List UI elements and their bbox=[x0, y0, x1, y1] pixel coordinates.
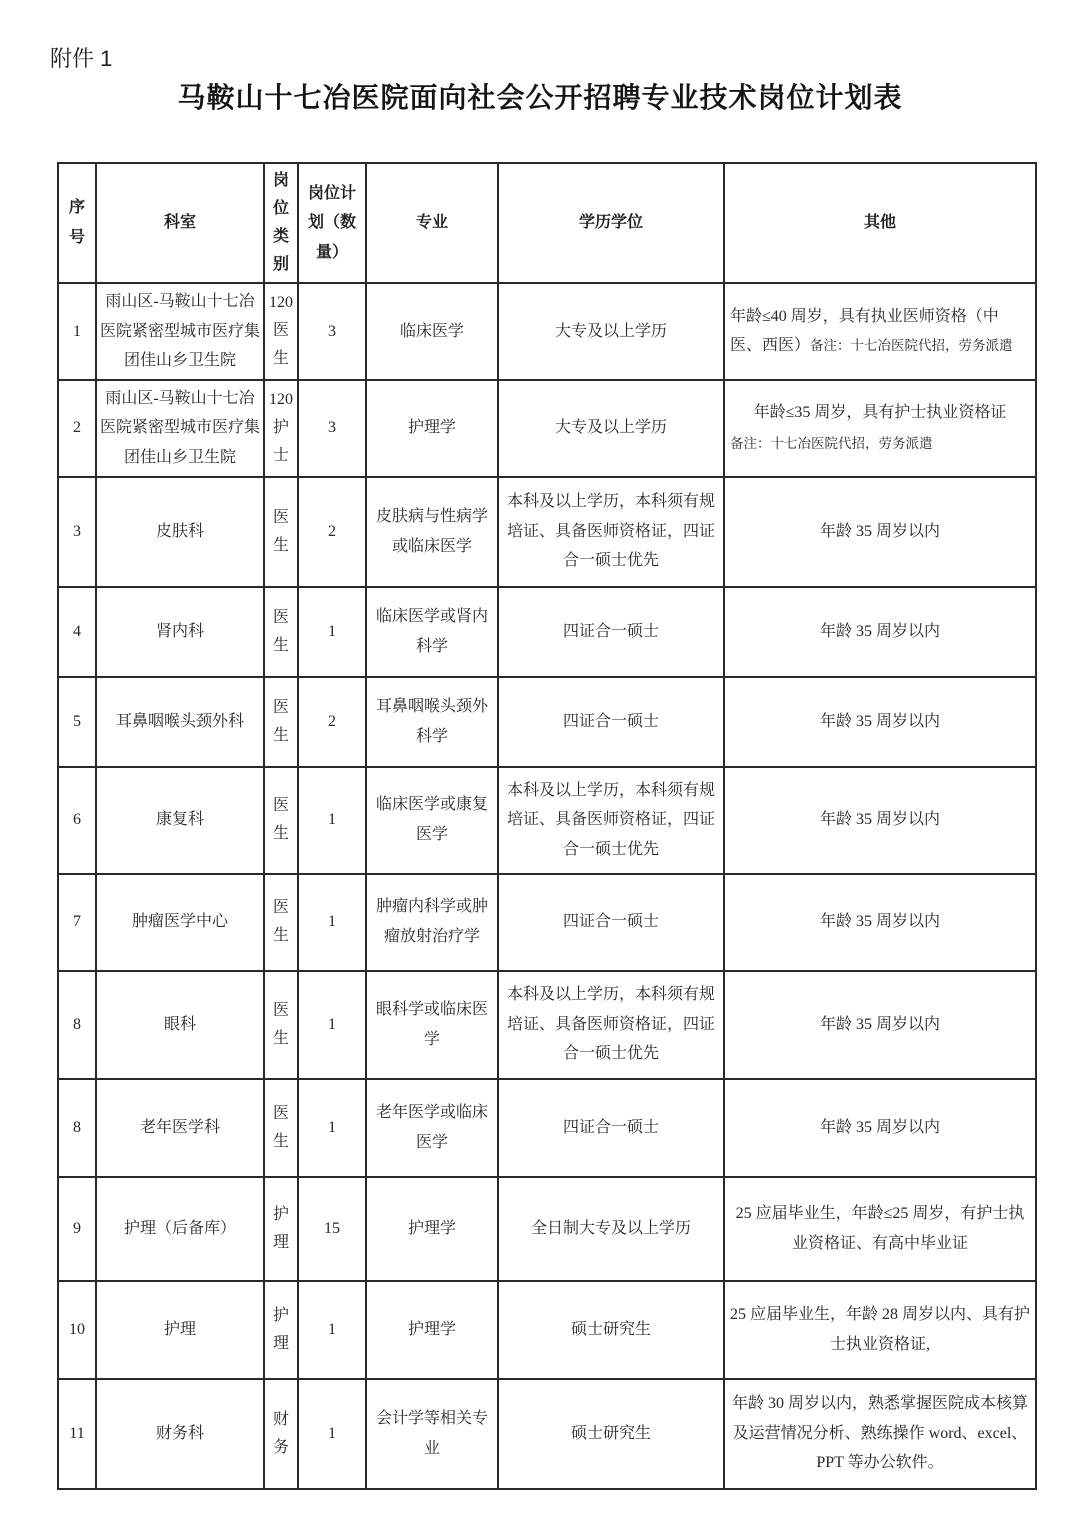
cell-count: 2 bbox=[298, 477, 366, 587]
table-row bbox=[58, 677, 1036, 767]
cell-category: 120护士 bbox=[264, 380, 298, 477]
cell-count: 1 bbox=[298, 587, 366, 677]
cell-dept: 眼科 bbox=[96, 971, 264, 1079]
cell-dept: 耳鼻咽喉头颈外科 bbox=[96, 677, 264, 767]
table-row bbox=[58, 477, 1036, 587]
cell-major: 耳鼻咽喉头颈外科学 bbox=[366, 677, 498, 767]
table-row bbox=[58, 380, 1036, 477]
cell-other bbox=[724, 971, 1036, 1079]
header-degree: 学历学位 bbox=[498, 163, 724, 283]
other-main-text: 25 应届毕业生，年龄 28 周岁以内、具有护士执业资格证, bbox=[729, 1305, 1030, 1353]
cell-other bbox=[724, 477, 1036, 587]
cell-count: 1 bbox=[298, 874, 366, 971]
cell-major: 临床医学或康复医学 bbox=[366, 767, 498, 874]
cell-seq: 10 bbox=[58, 1281, 96, 1379]
page-title: 马鞍山十七冶医院面向社会公开招聘专业技术岗位计划表 bbox=[177, 82, 903, 113]
cell-major: 会计学等相关专业 bbox=[366, 1379, 498, 1489]
table-row bbox=[58, 1281, 1036, 1379]
cell-other bbox=[724, 1177, 1036, 1281]
cell-count: 1 bbox=[298, 971, 366, 1079]
cell-seq: 3 bbox=[58, 477, 96, 587]
other-main-text: 年龄 35 周岁以内 bbox=[819, 1118, 940, 1136]
header-major: 专业 bbox=[366, 163, 498, 283]
header-row bbox=[58, 163, 1036, 283]
cell-dept: 肾内科 bbox=[96, 587, 264, 677]
cell-dept: 护理 bbox=[96, 1281, 264, 1379]
cell-category: 护理 bbox=[264, 1177, 298, 1281]
cell-major: 护理学 bbox=[366, 1177, 498, 1281]
cell-category: 医生 bbox=[264, 587, 298, 677]
cell-count: 15 bbox=[298, 1177, 366, 1281]
cell-seq: 6 bbox=[58, 767, 96, 874]
cell-category: 医生 bbox=[264, 767, 298, 874]
table-row bbox=[58, 587, 1036, 677]
cell-seq: 11 bbox=[58, 1379, 96, 1489]
cell-other bbox=[724, 587, 1036, 677]
table-row bbox=[58, 1379, 1036, 1489]
other-main-text: 年龄 35 周岁以内 bbox=[819, 712, 940, 730]
cell-degree: 本科及以上学历，本科须有规培证、具备医师资格证，四证合一硕士优先 bbox=[498, 767, 724, 874]
cell-degree: 硕士研究生 bbox=[498, 1379, 724, 1489]
cell-degree: 四证合一硕士 bbox=[498, 874, 724, 971]
cell-category: 护理 bbox=[264, 1281, 298, 1379]
cell-other bbox=[724, 677, 1036, 767]
cell-seq: 4 bbox=[58, 587, 96, 677]
cell-degree: 四证合一硕士 bbox=[498, 1079, 724, 1177]
cell-other bbox=[724, 1379, 1036, 1489]
cell-seq: 8 bbox=[58, 1079, 96, 1177]
cell-seq: 2 bbox=[58, 380, 96, 477]
table-row bbox=[58, 1177, 1036, 1281]
cell-category: 120医生 bbox=[264, 283, 298, 380]
cell-count: 3 bbox=[298, 380, 366, 477]
cell-other bbox=[724, 283, 1036, 380]
cell-count: 2 bbox=[298, 677, 366, 767]
cell-degree: 本科及以上学历，本科须有规培证、具备医师资格证，四证合一硕士优先 bbox=[498, 971, 724, 1079]
cell-seq: 1 bbox=[58, 283, 96, 380]
cell-seq: 7 bbox=[58, 874, 96, 971]
cell-other bbox=[724, 767, 1036, 874]
cell-category: 医生 bbox=[264, 971, 298, 1079]
cell-seq: 9 bbox=[58, 1177, 96, 1281]
other-note-text: 备注：十七冶医院代招，劳务派遣 bbox=[730, 435, 933, 451]
cell-dept: 雨山区-马鞍山十七冶医院紧密型城市医疗集团佳山乡卫生院 bbox=[96, 283, 264, 380]
cell-dept: 护理（后备库） bbox=[96, 1177, 264, 1281]
other-main-text: 年龄 35 周岁以内 bbox=[819, 522, 940, 540]
other-main-text: 年龄 35 周岁以内 bbox=[819, 913, 940, 931]
table-row bbox=[58, 1079, 1036, 1177]
cell-category: 医生 bbox=[264, 1079, 298, 1177]
cell-other bbox=[724, 1281, 1036, 1379]
cell-degree: 大专及以上学历 bbox=[498, 283, 724, 380]
cell-count: 1 bbox=[298, 767, 366, 874]
cell-dept: 康复科 bbox=[96, 767, 264, 874]
cell-other bbox=[724, 874, 1036, 971]
cell-major: 眼科学或临床医学 bbox=[366, 971, 498, 1079]
header-other: 其他 bbox=[724, 163, 1036, 283]
cell-count: 3 bbox=[298, 283, 366, 380]
other-main-text: 年龄 35 周岁以内 bbox=[819, 622, 940, 640]
cell-degree: 四证合一硕士 bbox=[498, 587, 724, 677]
cell-other bbox=[724, 1079, 1036, 1177]
cell-major: 临床医学或肾内科学 bbox=[366, 587, 498, 677]
recruitment-plan-table bbox=[57, 162, 1037, 1490]
cell-major: 护理学 bbox=[366, 1281, 498, 1379]
cell-category: 医生 bbox=[264, 874, 298, 971]
cell-seq: 8 bbox=[58, 971, 96, 1079]
other-main-text: 年龄 35 周岁以内 bbox=[819, 811, 940, 829]
cell-other bbox=[724, 380, 1036, 477]
cell-major: 护理学 bbox=[366, 380, 498, 477]
cell-seq: 5 bbox=[58, 677, 96, 767]
header-category: 岗位类别 bbox=[264, 163, 298, 283]
cell-dept: 雨山区-马鞍山十七冶医院紧密型城市医疗集团佳山乡卫生院 bbox=[96, 380, 264, 477]
header-seq: 序号 bbox=[58, 163, 96, 283]
cell-dept: 老年医学科 bbox=[96, 1079, 264, 1177]
table-row bbox=[58, 767, 1036, 874]
cell-degree: 本科及以上学历，本科须有规培证、具备医师资格证，四证合一硕士优先 bbox=[498, 477, 724, 587]
cell-major: 肿瘤内科学或肿瘤放射治疗学 bbox=[366, 874, 498, 971]
cell-count: 1 bbox=[298, 1079, 366, 1177]
cell-dept: 肿瘤医学中心 bbox=[96, 874, 264, 971]
table-row bbox=[58, 971, 1036, 1079]
other-note-text: 备注：十七冶医院代招，劳务派遣 bbox=[810, 338, 1013, 354]
attachment-label: 附件 1 bbox=[50, 46, 113, 71]
cell-major: 皮肤病与性病学或临床医学 bbox=[366, 477, 498, 587]
other-main-text: 年龄≤35 周岁，具有护士执业资格证 bbox=[753, 404, 1007, 422]
other-main-text: 年龄 30 周岁以内，熟悉掌握医院成本核算及运营情况分析、熟练操作 word、excel、PPT 等办公软件。 bbox=[731, 1395, 1028, 1472]
cell-category: 医生 bbox=[264, 677, 298, 767]
cell-dept: 财务科 bbox=[96, 1379, 264, 1489]
table-row bbox=[58, 283, 1036, 380]
cell-degree: 硕士研究生 bbox=[498, 1281, 724, 1379]
other-main-text: 25 应届毕业生，年龄≤25 周岁，有护士执业资格证、有高中毕业证 bbox=[735, 1204, 1025, 1252]
cell-category: 医生 bbox=[264, 477, 298, 587]
cell-major: 老年医学或临床医学 bbox=[366, 1079, 498, 1177]
other-main-text: 年龄≤40 周岁，具有执业医师资格（中医、西医） bbox=[730, 307, 999, 355]
cell-degree: 全日制大专及以上学历 bbox=[498, 1177, 724, 1281]
header-count: 岗位计划（数量） bbox=[298, 163, 366, 283]
cell-degree: 四证合一硕士 bbox=[498, 677, 724, 767]
cell-major: 临床医学 bbox=[366, 283, 498, 380]
cell-degree: 大专及以上学历 bbox=[498, 380, 724, 477]
cell-dept: 皮肤科 bbox=[96, 477, 264, 587]
cell-count: 1 bbox=[298, 1379, 366, 1489]
cell-category: 财务 bbox=[264, 1379, 298, 1489]
cell-count: 1 bbox=[298, 1281, 366, 1379]
header-dept: 科室 bbox=[96, 163, 264, 283]
other-main-text: 年龄 35 周岁以内 bbox=[819, 1015, 940, 1033]
table-row bbox=[58, 874, 1036, 971]
